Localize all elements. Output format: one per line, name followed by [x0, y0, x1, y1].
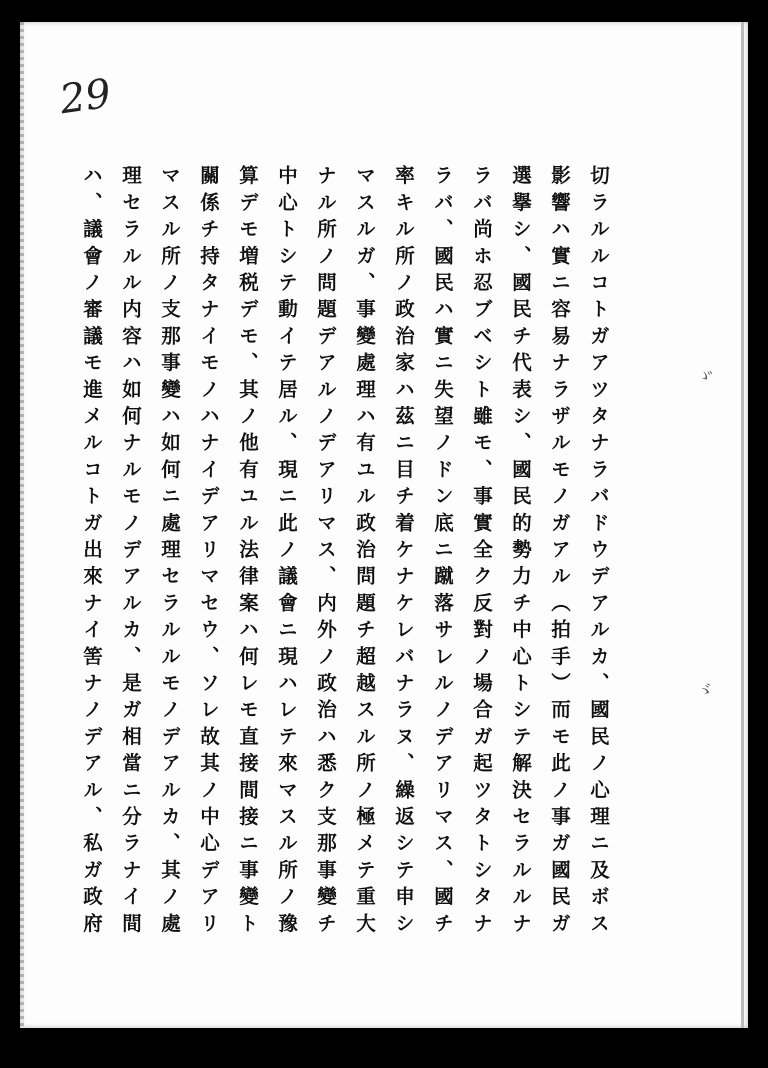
- text-column-2: 影響ハ實ニ容易ナラザルモノガアル（拍手）而モ此ノ事ガ國民ガ: [548, 165, 571, 940]
- text-column-10: 算デモ増税デモ、其ノ他有ユル法律案ハ何レモ直接間接ニ事變ト: [236, 165, 259, 940]
- text-column-12: マスル所ノ支那事變ハ如何ニ處理セラルルモノデアルカ、其ノ處: [158, 165, 181, 940]
- text-column-1: 切ラルルコトガアツタナラバドウデアルカ、國民ノ心理ニ及ボス: [587, 165, 610, 940]
- text-column-14: ハ、議會ノ審議モ進メルコトガ出來ナイ筈ナノデアル、私ガ政府: [80, 165, 103, 940]
- page-edge-left: [20, 22, 24, 1028]
- document-page: [20, 22, 748, 1028]
- text-column-6: 率キル所ノ政治家ハ茲ニ目チ着ケナケレバナラヌ、繰返シテ申シ: [392, 165, 415, 940]
- page-number: 29: [57, 70, 114, 124]
- text-column-5: ラバ、國民ハ實ニ失望ノドン底ニ蹴落サレルノデアリマス、國チ: [431, 165, 454, 940]
- vertical-text-body: [73, 165, 613, 940]
- text-column-11: 關係チ持タナイモノハナイデアリマセウ、ソレ故其ノ中心デアリ: [197, 165, 220, 940]
- text-column-13: 理セラルル内容ハ如何ナルモノデアルカ、是ガ相當ニ分ラナイ間: [119, 165, 142, 940]
- margin-mark: ゞ: [692, 363, 717, 390]
- text-column-8: ナル所ノ問題デアルノデアリマス、内外ノ政治ハ悉ク支那事變チ: [314, 165, 337, 940]
- text-column-7: マスルガ、事變處理ハ有ユル政治問題チ超越スル所ノ極メテ重大: [353, 165, 376, 940]
- margin-mark: ゞ: [693, 678, 717, 704]
- text-column-9: 中心トシテ動イテ居ル、現ニ此ノ議會ニ現ハレテ來マスル所ノ豫: [275, 165, 298, 940]
- text-column-4: ラバ尚ホ忍ブベシト雖モ、事實全ク反對ノ場合ガ起ツタトシタナ: [470, 165, 493, 940]
- text-column-3: 選擧シ、國民チ代表シ、國民的勢力チ中心トシテ解決セラルルナ: [509, 165, 532, 940]
- page-edge-right: [741, 22, 744, 1028]
